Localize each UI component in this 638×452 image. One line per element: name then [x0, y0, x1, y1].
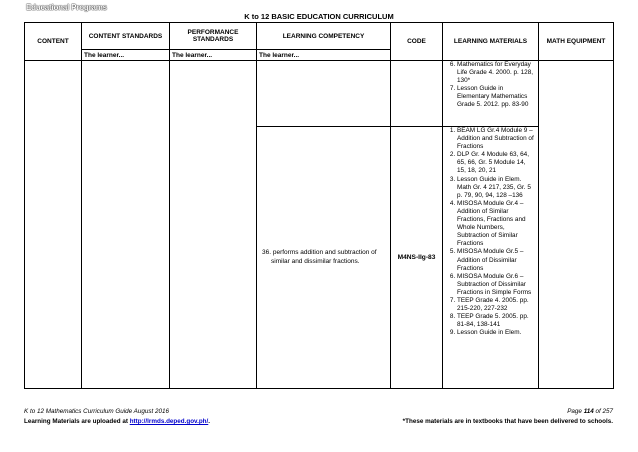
lrmds-link[interactable]: http://lrmds.deped.gov.ph/ [129, 418, 209, 425]
footer-uploaded [24, 418, 210, 425]
cell-code [391, 61, 443, 127]
cell-content-standards [82, 61, 170, 389]
header-performance-standards: PERFORMANCE STANDARDS [170, 23, 257, 50]
cell-performance-standards [170, 61, 257, 389]
header-math-equipment: MATH EQUIPMENT [539, 23, 614, 61]
cell-competency [257, 61, 391, 127]
curriculum-table [24, 22, 614, 389]
document-title: K to 12 BASIC EDUCATION CURRICULUM [244, 12, 394, 21]
material-item: 3. Lesson Guide in Elem. Math Gr. 4 217, 235, Gr. 5 p. 79, 90, 94, 128 –136 [457, 176, 536, 200]
footer-page [567, 408, 613, 415]
page-number: 114 [583, 408, 594, 415]
subheader-learning-competency: The learner... [257, 50, 391, 61]
header-code: CODE [391, 23, 443, 61]
material-item: 2. DLP Gr. 4 Module 63, 64, 65, 66, Gr. 5 Module 14, 15, 18, 20, 21 [457, 151, 536, 175]
footer-note: *These materials are in textbooks that have been delivered to schools. [402, 418, 613, 425]
footer-guide: K to 12 Mathematics Curriculum Guide August 2016 [24, 408, 170, 415]
cell-math-equipment [539, 61, 614, 389]
cell-code: M4NS-IIg-83 [391, 127, 443, 389]
competency-text: 36. performs addition and subtraction of similar and dissimilar fractions. [262, 249, 377, 265]
material-item: 1. BEAM LG Gr.4 Module 9 – Addition and Subtraction of Fractions [457, 127, 536, 151]
material-item: 7. Lesson Guide in Elementary Mathematics Grade 5. 2012. pp. 83-90 [457, 85, 536, 109]
header-learning-materials: LEARNING MATERIALS [443, 23, 539, 61]
material-item: 5. MISOSA Module Gr.5 – Addition of Dissimilar Fractions [457, 248, 536, 272]
uploaded-text: Learning Materials are uploaded at [24, 418, 128, 425]
materials-list [445, 61, 536, 110]
url-suffix: . [208, 418, 211, 425]
material-item: 9. Lesson Guide in Elem. [457, 329, 536, 337]
material-item: 8. TEEP Grade 5. 2005. pp. 81-84, 138-141 [457, 313, 536, 329]
subheader-performance-standards: The learner... [170, 50, 257, 61]
material-item: 4. MISOSA Module Gr.4 – Addition of Similar Fractions, Fractions and Whole Numbers, Subtraction of Similar Fractions [457, 200, 536, 249]
cell-materials [443, 127, 539, 389]
header-content-standards: CONTENT STANDARDS [82, 23, 170, 50]
table-row [25, 61, 614, 127]
watermark-text: Educational Programs [26, 3, 107, 12]
cell-content [25, 61, 82, 389]
cell-competency [257, 127, 391, 389]
cell-materials [443, 61, 539, 127]
page-label: Page [567, 408, 582, 415]
header-content: CONTENT [25, 23, 82, 61]
header-learning-competency: LEARNING COMPETENCY [257, 23, 391, 50]
subheader-content-standards: The learner... [82, 50, 170, 61]
material-item: 6. Mathematics for Everyday Life Grade 4. 2000. p. 128, 130* [457, 61, 536, 85]
material-item: 6. MISOSA Module Gr.6 – Subtraction of Dissimilar Fractions in Simple Forms [457, 273, 536, 297]
material-item: 7. TEEP Grade 4. 2005. pp. 215-220, 227-232 [457, 297, 536, 313]
materials-list [445, 127, 536, 337]
page-total: of 257 [595, 408, 613, 415]
